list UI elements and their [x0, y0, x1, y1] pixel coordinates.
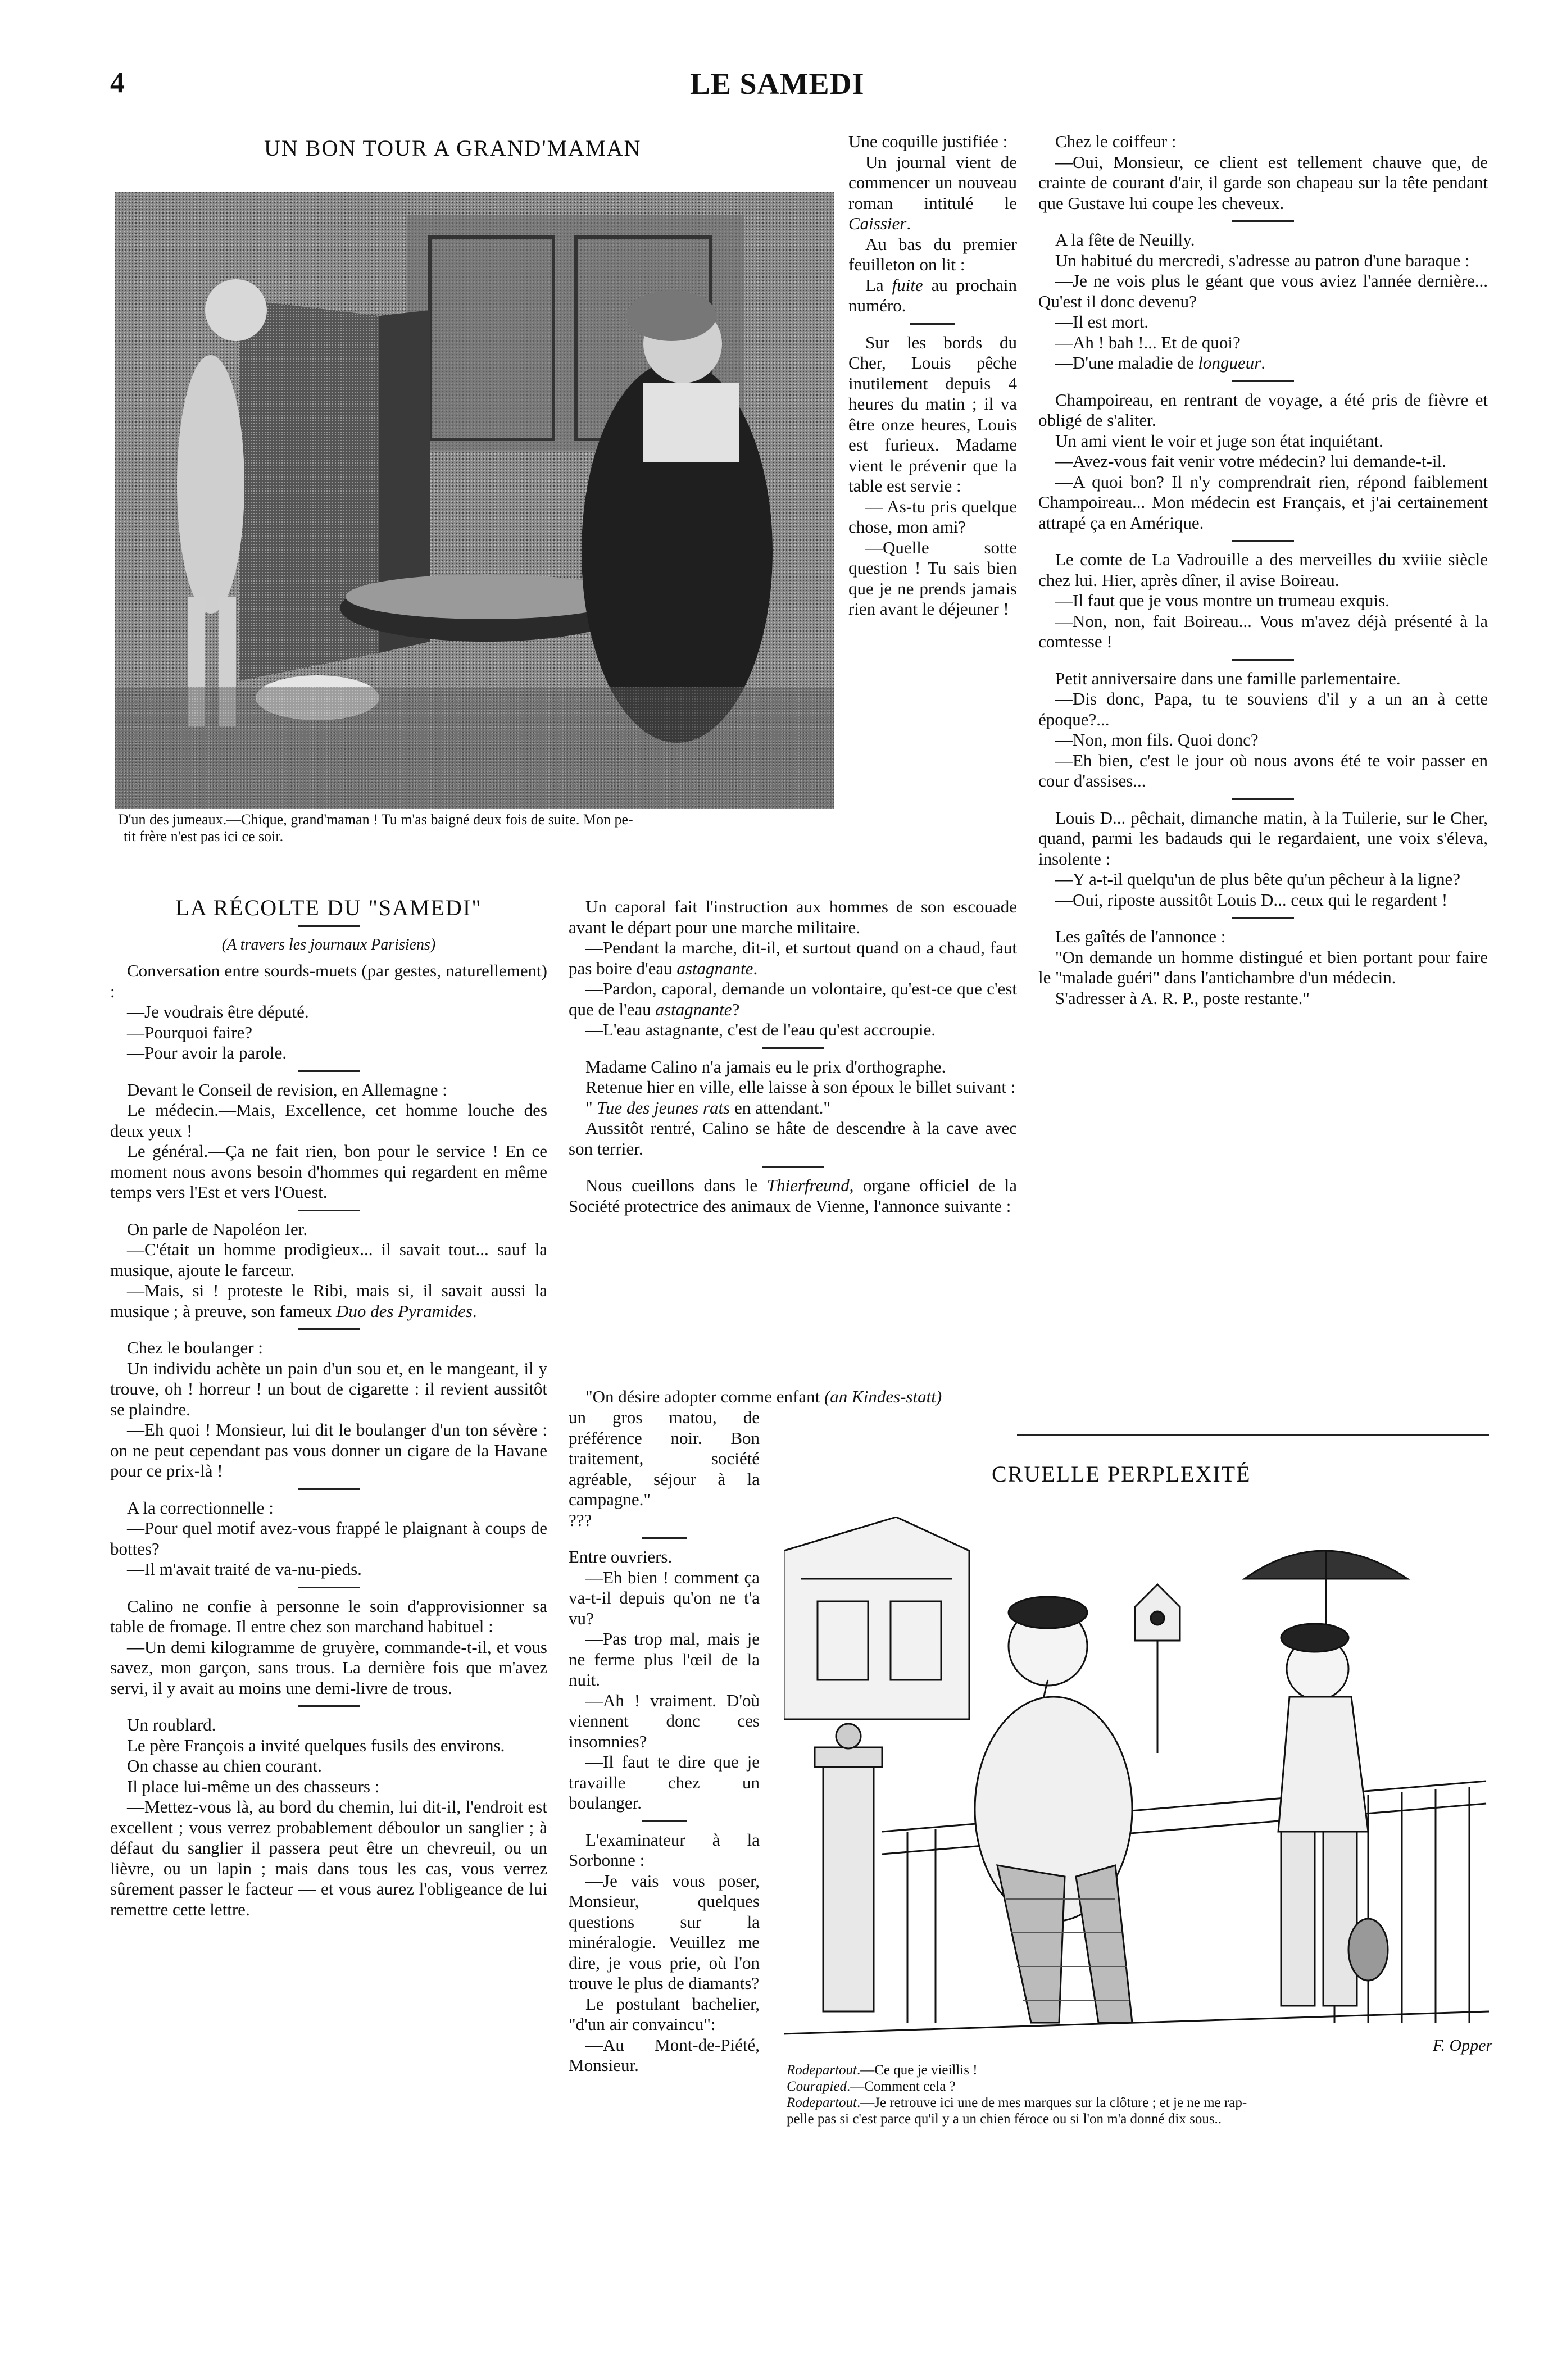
text-line: —Oui, Monsieur, ce client est tellement chauve que, de crainte de courant d'air, il garde son chapeau sur la tête pendant que Gustave lui coupe les cheveux. — [1038, 152, 1488, 213]
text-line: Madame Calino n'a jamais eu le prix d'orthographe. — [585, 1056, 946, 1077]
text-line: —Ah ! vraiment. D'où viennent donc ces insomnies? — [569, 1690, 760, 1751]
divider — [298, 1488, 360, 1490]
cartoon-signature: F. Opper — [1433, 2036, 1493, 2055]
text-line: —Il faut te dire que je travaille chez un boulanger. — [569, 1752, 760, 1813]
text-line: Entre ouvriers. — [569, 1547, 673, 1566]
cartoon-caption — [787, 2062, 1489, 2127]
divider — [642, 1537, 687, 1539]
text-line: Le père François a invité quelques fusils des environs. — [127, 1735, 505, 1755]
text-line: Le général.—Ça ne fait rien, bon pour le service ! En ce moment nous avons besoin d'hommes qui regardent en même temps vers l'Est et vers l'Ouest. — [110, 1141, 547, 1202]
text-line: Chez le coiffeur : — [1055, 131, 1177, 151]
middle-column — [569, 897, 1017, 1216]
text-line: Le postulant bachelier, "d'un air convaincu": — [569, 1993, 760, 2034]
photo-caption-line-2: tit frère n'est pas ici ce soir. — [124, 828, 284, 844]
divider — [1232, 380, 1294, 382]
text-line: —Pendant la marche, dit-il, et surtout quand on a chaud, faut pas boire d'eau astagnante. — [569, 938, 1017, 978]
page-number: 4 — [110, 67, 125, 99]
text-line: —C'était un homme prodigieux... il savait tout... sauf la musique, ajoute le farceur. — [110, 1239, 547, 1280]
right-column — [1038, 131, 1488, 1009]
text-line: — As-tu pris quelque chose, mon ami? — [848, 496, 1017, 537]
text-line: "On demande un homme distingué et bien portant pour faire le "malade guéri" dans l'antichambre d'un médecin. — [1038, 947, 1488, 987]
photo-title: UN BON TOUR A GRAND'MAMAN — [264, 135, 642, 161]
divider — [1232, 798, 1294, 800]
text-line: —Je ne vois plus le géant que vous aviez l'année dernière... Qu'est il donc devenu? — [1038, 271, 1488, 311]
text-line: —Oui, riposte aussitôt Louis D... ceux qui le regardent ! — [1055, 889, 1448, 910]
photo-caption-line-1: D'un des jumeaux.—Chique, grand'maman ! Tu m'as baigné deux fois de suite. Mon pe- — [118, 811, 633, 828]
text-line: Aussitôt rentré, Calino se hâte de descendre à la cave avec son terrier. — [569, 1118, 1017, 1159]
divider — [1232, 220, 1294, 222]
text-line: —Un demi kilogramme de gruyère, commande-t-il, et vous savez, mon garçon, sans trous. La dernière fois que m'avez servi, il y avait au moins une demi-livre de trous. — [110, 1637, 547, 1698]
coquille-heading: Une coquille justifiée : — [848, 131, 1008, 151]
photo-illustration — [115, 192, 834, 809]
text-line: —D'une maladie de longueur. — [1055, 353, 1266, 373]
text-line: Les gaîtés de l'annonce : — [1055, 926, 1226, 946]
revision-heading: Devant le Conseil de revision, en Allemagne : — [127, 1079, 447, 1100]
grandmother-bath-photo — [115, 192, 834, 809]
text-line: La fuite au prochain numéro. — [848, 275, 1018, 315]
text-line: Louis D... pêchait, dimanche matin, à la Tuilerie, sur le Cher, quand, parmi les badauds qui le regardaient, une voix s'éleva, insolente : — [1038, 807, 1488, 869]
divider — [762, 1166, 824, 1168]
text-line: Un ami vient le voir et juge son état inquiétant. — [1055, 430, 1383, 451]
recolte-subtitle: (A travers les journaux Parisiens) — [221, 935, 436, 953]
divider — [762, 1047, 824, 1049]
photo-caption — [118, 811, 843, 845]
divider — [1232, 540, 1294, 542]
text-line: Nous cueillons dans le Thierfreund, organe officiel de la Société protectrice des animaux de Vienne, l'annonce suivante : — [569, 1175, 1017, 1216]
text-line: Au bas du premier feuilleton on lit : — [848, 234, 1017, 274]
text-line: —Non, mon fils. Quoi donc? — [1055, 730, 1259, 750]
thier-annonce — [569, 1387, 1017, 1407]
divider — [298, 1705, 360, 1707]
divider — [298, 1070, 360, 1072]
text-line: Calino ne confie à personne le soin d'approvisionner sa table de fromage. Il entre chez son marchand habituel : — [110, 1596, 547, 1636]
text-line: ??? — [569, 1510, 592, 1530]
divider — [642, 1820, 687, 1822]
text-line: —Eh quoi ! Monsieur, lui dit le boulanger d'un ton sévère : on ne peut cependant pas vous donner un cigare de la Havane pour ce prix-là ! — [110, 1420, 547, 1480]
thier-annonce-narrow — [569, 1407, 760, 2076]
divider — [1232, 917, 1294, 919]
boulanger-heading: Chez le boulanger : — [127, 1338, 263, 1357]
text-line: —Mettez-vous là, au bord du chemin, lui dit-il, l'endroit est excellent ; vous verrez probablement déboulor un sanglier ; à défaut du sanglier il passera peut être un chevreuil, ou un lièvre, ou un lapin ; mais dans tous les cas, vous verrez sûrement passer le facteur — et vous aurez l'obligeance de lui remettre cette lettre. — [110, 1797, 547, 1919]
text-line: —Avez-vous fait venir votre médecin? lui demande-t-il. — [1055, 451, 1446, 471]
divider — [298, 1328, 360, 1330]
divider — [1232, 659, 1294, 661]
recolte-column — [110, 895, 547, 1920]
text-line: —Je voudrais être député. — [127, 1002, 309, 1021]
text-line: —Y a-t-il quelqu'un de plus bête qu'un pêcheur à la ligne? — [1055, 869, 1461, 889]
text-line: L'examinateur à la Sorbonne : — [569, 1829, 760, 1870]
text-line: —Il faut que je vous montre un trumeau exquis. — [1055, 591, 1390, 610]
correctionnelle-heading: A la correctionnelle : — [127, 1497, 274, 1518]
text-line: —Pour avoir la parole. — [127, 1043, 287, 1062]
text-line: A la fête de Neuilly. — [1055, 230, 1195, 249]
caption-line: Courapied.—Comment cela ? — [787, 2079, 956, 2094]
recolte-title: LA RÉCOLTE DU "SAMEDI" — [175, 895, 482, 920]
text-line: —L'eau astagnante, c'est de l'eau qu'est accroupie. — [585, 1020, 936, 1039]
cartoon-rule — [1017, 1434, 1489, 1436]
sourds-muets: Conversation entre sourds-muets (par gestes, naturellement) : — [110, 961, 547, 1001]
cartoon-title: CRUELLE PERPLEXITÉ — [992, 1461, 1251, 1487]
cartoon-illustration — [784, 1517, 1489, 2056]
roublard-heading: Un roublard. — [127, 1715, 216, 1734]
text-line: —Il m'avait traité de va-nu-pieds. — [127, 1559, 362, 1579]
text-line: —Pourquoi faire? — [127, 1022, 252, 1042]
text-line: —Non, non, fait Boireau... Vous m'avez déjà présenté à la comtesse ! — [1038, 611, 1488, 651]
text-line: Un individu achète un pain d'un sou et, en le mangeant, il y trouve, oh ! horreur ! un bout de cigarette : il revient aussitôt se plaindre. — [110, 1358, 547, 1419]
text-line: On chasse au chien courant. — [127, 1756, 322, 1775]
text-line: —Il est mort. — [1055, 312, 1149, 331]
text-line: Le médecin.—Mais, Excellence, cet homme louche des deux yeux ! — [110, 1100, 547, 1141]
text-line: Sur les bords du Cher, Louis pêche inutilement depuis 4 heures du matin ; il va être onze heures, Louis est furieux. Madame vient le prévenir que la table est servie : — [848, 332, 1017, 496]
caption-line: Rodepartout.—Je retrouve ici une de mes marques sur la clôture ; et je ne me rap- — [787, 2095, 1247, 2110]
text-line: Le comte de La Vadrouille a des merveilles du xviiie siècle chez lui. Hier, après dîner, il avise Boireau. — [1038, 549, 1488, 590]
cruelle-perplexite-cartoon — [784, 1517, 1489, 2056]
text-line: Un journal vient de commencer un nouveau roman intitulé le Caissier. — [848, 152, 1017, 233]
text-line: —Mais, si ! proteste le Ribi, mais si, il savait aussi la musique ; à preuve, son fameux Duo des Pyramides. — [110, 1280, 547, 1321]
text-line: S'adresser à A. R. P., poste restante." — [1055, 988, 1310, 1008]
text-line: —Ah ! bah !... Et de quoi? — [1055, 332, 1241, 352]
text-line: Un caporal fait l'instruction aux hommes de son escouade avant le départ pour une marche militaire. — [569, 897, 1017, 937]
text-line: "On désire adopter comme enfant (an Kindes-statt) — [585, 1387, 942, 1406]
text-line: —Dis donc, Papa, tu te souviens d'il y a un an à cette époque?... — [1038, 689, 1488, 729]
text-line: —Au Mont-de-Piété, Monsieur. — [569, 2034, 760, 2075]
text-line: Retenue hier en ville, elle laisse à son époux le billet suivant : — [585, 1077, 1016, 1097]
text-line: Il place lui-même un des chasseurs : — [127, 1776, 380, 1796]
coquille-column — [848, 131, 1017, 620]
text-line: —Pardon, caporal, demande un volontaire, qu'est-ce que c'est que de l'eau astagnante? — [569, 979, 1017, 1019]
text-line: —A quoi bon? Il n'y comprendrait rien, répond faiblement Champoireau... Mon médecin est Français, et j'ai certainement attrapé ça en Amérique. — [1038, 471, 1488, 533]
divider — [298, 1587, 360, 1588]
text-line: —Pour quel motif avez-vous frappé le plaignant à coups de bottes? — [110, 1518, 547, 1559]
text-line: " Tue des jeunes rats en attendant." — [585, 1097, 830, 1118]
text-line: Un habitué du mercredi, s'adresse au patron d'une baraque : — [1055, 250, 1470, 270]
divider — [298, 1210, 360, 1211]
caption-line: pelle pas si c'est parce qu'il y a un chien féroce ou si l'on m'a donné dix sous.. — [787, 2111, 1222, 2127]
text-line: —Eh bien, c'est le jour où nous avons été te voir passer en cour d'assises... — [1038, 750, 1488, 791]
text-line: un gros matou, de préférence noir. Bon traitement, société agréable, séjour à la campagne." — [569, 1407, 760, 1509]
divider — [910, 323, 955, 325]
text-line: —Quelle sotte question ! Tu sais bien que je ne prends jamais rien avant le déjeuner ! — [848, 537, 1017, 619]
text-line: —Pas trop mal, mais je ne ferme plus l'œil de la nuit. — [569, 1629, 760, 1689]
text-line: —Je vais vous poser, Monsieur, quelques questions sur la minéralogie. Veuillez me dire, je vous prie, où l'on trouve le plus de diamants? — [569, 1870, 760, 1993]
text-line: Petit anniversaire dans une famille parlementaire. — [1055, 668, 1401, 688]
text-line: —Eh bien ! comment ça va-t-il depuis qu'on ne t'a vu? — [569, 1567, 760, 1628]
divider — [298, 925, 360, 927]
napoleon-heading: On parle de Napoléon Ier. — [127, 1219, 308, 1239]
journal-title: LE SAMEDI — [690, 67, 865, 101]
text-line: Champoireau, en rentrant de voyage, a été pris de fièvre et obligé de s'aliter. — [1038, 389, 1488, 430]
caption-line: Rodepartout.—Ce que je vieillis ! — [787, 2063, 978, 2078]
